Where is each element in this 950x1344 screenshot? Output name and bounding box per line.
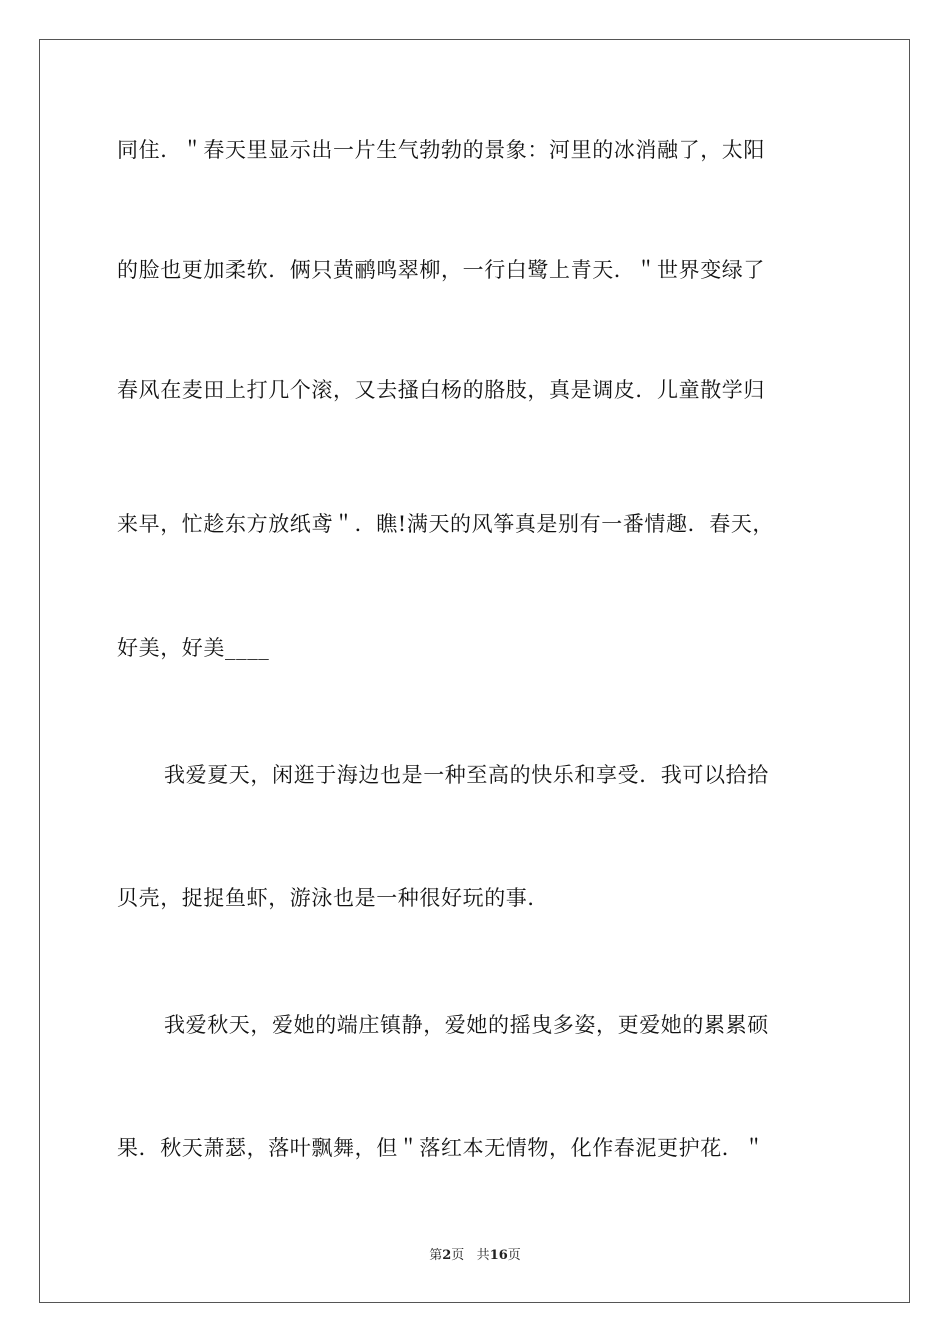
total-suffix: 页 <box>507 1248 521 1263</box>
total-prefix: 共 <box>476 1248 490 1263</box>
paragraph-summer-line-1: 我爱夏天，闲逛于海边也是一种至高的快乐和享受．我可以拾拾 <box>164 763 769 787</box>
page-prefix: 第 <box>429 1248 443 1263</box>
total-pages: 16 <box>489 1248 508 1263</box>
text-line-4: 来早，忙趁东方放纸鸢＂．瞧!满天的风筝真是别有一番情趣．春天， <box>117 512 775 536</box>
page-border <box>39 39 910 1303</box>
text-line-5: 好美，好美____ <box>117 636 270 660</box>
paragraph-autumn-line-1: 我爱秋天，爱她的端庄镇静，爱她的摇曳多姿，更爱她的累累硕 <box>164 1013 769 1037</box>
text-line-1: 同住．＂春天里显示出一片生气勃勃的景象：河里的冰消融了，太阳 <box>117 138 765 162</box>
text-line-2: 的脸也更加柔软．俩只黄鹂鸣翠柳，一行白鹭上青天．＂世界变绿了 <box>117 258 765 282</box>
paragraph-autumn-line-2: 果．秋天萧瑟，落叶飘舞，但＂落红本无情物，化作春泥更护花．＂ <box>117 1136 765 1160</box>
paragraph-summer-line-2: 贝壳，捉捉鱼虾，游泳也是一种很好玩的事． <box>117 886 549 910</box>
text-line-3: 春风在麦田上打几个滚，又去搔白杨的胳肢，真是调皮．儿童散学归 <box>117 378 765 402</box>
page-number: 2 <box>442 1248 452 1263</box>
page-footer <box>0 1247 950 1265</box>
page-suffix: 页 <box>451 1248 465 1263</box>
